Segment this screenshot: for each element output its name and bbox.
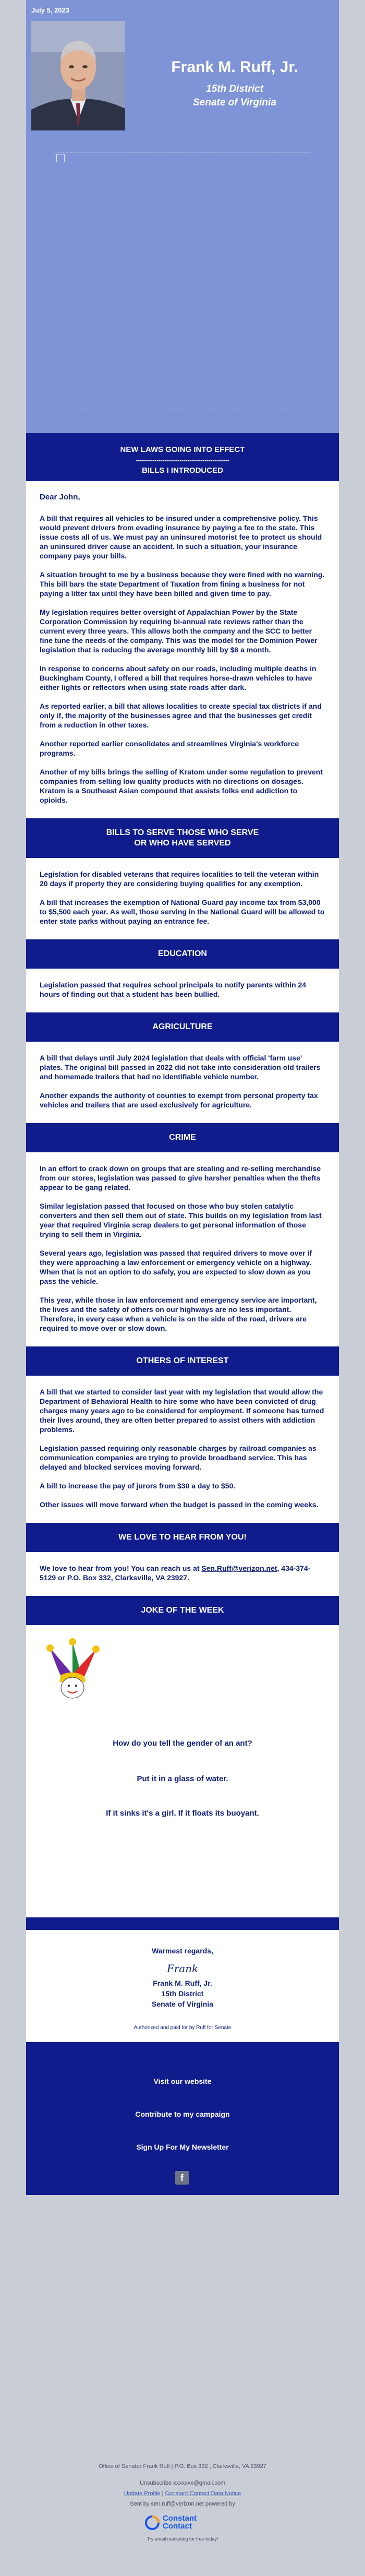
section-title: OTHERS OF INTEREST [136, 1356, 229, 1365]
section-title: CRIME [169, 1133, 196, 1142]
paragraph: My legislation requires better oversight of Appalachian Power by the State Corporation Commission by requiring bi-annual rate reviews rather than the current every three years. This allows both the company and the SCC to better fine tune the needs of the company. This was the model for the Dominion Power legislation that is reducing the average monthly bill by $8 a month. [40, 608, 318, 654]
joke-answer-2: If it sinks it's a girl. If it floats its buoyant. [106, 1809, 259, 1818]
section-title: JOKE OF THE WEEK [141, 1606, 224, 1615]
newsletter-signup-button[interactable]: Sign Up For My Newsletter [26, 2131, 339, 2164]
joke-section-header [26, 1596, 339, 1625]
paragraph: A bill that requires all vehicles to be insured under a comprehensive policy. This would prevent drivers from evading insurance by paying a fee to the state. This issue costs all of us. We must pay an uninsured motorist fee to protect us should an uninsured driver cause an accident. In such a situation, your insurance company pays your bills. [40, 514, 322, 560]
section-title: EDUCATION [158, 949, 207, 958]
banner-subtitle: BILLS I INTRODUCED [142, 466, 223, 475]
closing-top-bar [26, 1917, 339, 1930]
paragraph: Similar legislation passed that focused on those who buy stolen catalytic converters and then sell them out of state. This builds on my legislation from last year that required Virginia scrap dealers to get personal information of those trying to sell them in Virginia. [40, 1202, 322, 1238]
others-section-header [26, 1346, 339, 1376]
paragraph: A bill that delays until July 2024 legislation that deals with official 'farm use' plates. The original bill passed in 2022 did not take into consideration old trailers and homemade trailers that had no identifiable vehicle number. [40, 1054, 321, 1081]
footer-separator: | [162, 2490, 164, 2497]
cc-tagline: Try email marketing for free today! [147, 2536, 218, 2542]
closing-name: Frank M. Ruff, Jr. [153, 1979, 212, 1987]
senator-heading [136, 58, 334, 109]
joke-section [26, 1625, 339, 1917]
joke-answer-1: Put it in a glass of water. [137, 1774, 228, 1783]
veterans-section-header [26, 818, 339, 858]
closing-district: 15th District [161, 1989, 204, 1998]
sent-by-text: Sent by sen.ruff@verizon.net powered by [130, 2501, 235, 2507]
contact-text [40, 1564, 325, 1582]
links-section [26, 2055, 339, 2195]
paragraph: In an effort to crack down on groups that are stealing and re-selling merchandise from our stores, legislation was passed to give harsher penalties when the thefts appear to be gang related. [40, 1164, 321, 1191]
paragraph: A bill that increases the exemption of National Guard pay income tax from $3,000 to $5,500 each year. As well, those serving in the National Guard will be allowed to enter state parks without paying an entrance fee. [40, 898, 325, 925]
bills-introduced-section [26, 481, 339, 818]
paragraph: Legislation for disabled veterans that requires localities to tell the veteran within 20 days if property they are considering buying qualifies for any exemption. [40, 870, 319, 888]
cc-line-2: Contact [163, 2522, 192, 2531]
section-subtitle: OR WHO HAVE SERVED [134, 839, 231, 848]
signature: Frank [166, 1962, 199, 1975]
broken-image-icon [56, 154, 65, 162]
cc-line-1: Constant [163, 2514, 197, 2523]
banner-divider: --------------------------------------------- [136, 457, 229, 464]
senator-senate: Senate of Virginia [193, 97, 276, 108]
bills-introduced-banner [26, 433, 339, 481]
section-title: AGRICULTURE [152, 1022, 213, 1031]
senator-name: Frank M. Ruff, Jr. [171, 58, 298, 76]
paragraph: Other issues will move forward when the budget is passed in the coming weeks. [40, 1500, 319, 1509]
senator-photo [31, 21, 125, 130]
unsubscribe-text[interactable]: Unsubscribe xxxxxxx@gmail.com [140, 2480, 225, 2486]
closing-section [26, 1930, 339, 2042]
paragraph: Several years ago, legislation was passed that required drivers to move over if they were approaching a law enforcement or emergency vehicle on a highway. When that is not an option to do safely, you are expected to slow down as you pass the vehicle. [40, 1249, 312, 1285]
authorized-text: Authorized and paid for by Ruff for Senate [133, 2025, 232, 2031]
greeting: Dear John, [40, 493, 80, 502]
closing-senate: Senate of Virginia [152, 2000, 213, 2008]
paragraph: As reported earlier, a bill that allows localities to create special tax districts if and only if, the majority of the businesses agree and that the businesses get credit from a reduction in other taxes. [40, 702, 322, 729]
paragraph: This year, while those in law enforcement and emergency service are important, the lives and the safety of others on our highways are no less important. Therefore, in every case when a vehicle is on the side of the road, drivers are required to move over or slow down. [40, 1296, 317, 1332]
paragraph: A bill that we started to consider last year with my legislation that would allow the Department of Behavioral Health to hire some who have been convicted of drug charges many years ago to be considered for employment. If someone has turned their lives around, they are often better prepared to assist others with addiction problems. [40, 1388, 324, 1434]
facebook-icon[interactable]: f [175, 2171, 189, 2185]
social-row [26, 2164, 339, 2195]
others-section [26, 1376, 339, 1523]
paragraph: A situation brought to me by a business because they were fined with no warning. This bill bars the state Department of Taxation from fining a business for not paying a litter tax until they have been billed and given time to pay. [40, 570, 325, 598]
contribute-button[interactable]: Contribute to my campaign [26, 2098, 339, 2131]
senator-district: 15th District [206, 84, 263, 94]
office-address: Office of Senator Frank Ruff | P.O. Box 332 , Clarksville, VA 23927 [99, 2463, 266, 2470]
education-section [26, 969, 339, 1012]
header [26, 0, 339, 433]
paragraph: Another expands the authority of counties to exempt from personal property tax vehicles and trailers that are used exclusively for agriculture. [40, 1091, 318, 1109]
paragraph: In response to concerns about safety on our roads, including multiple deaths in Buckingham County, I offered a bill that requires horse-drawn vehicles to have either lights or reflectors when using state roads after dark. [40, 664, 317, 691]
contact-section-header [26, 1523, 339, 1552]
jester-hat-icon [40, 1638, 105, 1700]
cc-wordmark [163, 2514, 197, 2530]
section-title: BILLS TO SERVE THOSE WHO SERVE [106, 828, 259, 837]
banner-title: NEW LAWS GOING INTO EFFECT [120, 445, 245, 454]
agriculture-section-header [26, 1012, 339, 1042]
contact-text-before: We love to hear from you! You can reach us at [40, 1564, 202, 1572]
agriculture-section [26, 1042, 339, 1123]
paragraph: Another of my bills brings the selling of Kratom under some regulation to prevent companies from selling low quality products with no directions on dosages. Kratom is a Southeast Asian compound that assists folks end addiction to opioids. [40, 768, 323, 804]
contact-text-after: , 434-374-5129 or P.O. Box 332, Clarksville, VA 23927. [40, 1564, 311, 1582]
newsletter-date: July 5, 2023 [31, 6, 69, 14]
paragraph: Another reported earlier consolidates and streamlines Virginia's workforce programs. [40, 740, 299, 757]
update-profile-link[interactable]: Update Profile [124, 2490, 161, 2497]
veterans-section [26, 858, 339, 939]
paragraph: Legislation passed requiring only reasonable charges by railroad companies as communication companies are trying to provide broadband service. This has delayed and blocked services moving forward. [40, 1444, 317, 1471]
contact-section [26, 1552, 339, 1596]
newsletter [26, 0, 339, 2195]
footer-links [0, 2490, 365, 2497]
constant-contact-icon [145, 2515, 160, 2530]
crime-section [26, 1152, 339, 1346]
regards: Warmest regards, [152, 1947, 213, 1955]
constant-contact-logo[interactable] [141, 2512, 224, 2535]
closing-bottom-bar [26, 2042, 339, 2055]
broken-image-placeholder [55, 152, 310, 409]
crime-section-header [26, 1123, 339, 1152]
education-section-header [26, 939, 339, 969]
email-footer [0, 2452, 365, 2576]
joke-question: How do you tell the gender of an ant? [113, 1739, 252, 1748]
visit-website-button[interactable]: Visit our website [26, 2065, 339, 2098]
email-link[interactable]: Sen.Ruff@verizon.net [201, 1564, 277, 1572]
paragraph: Legislation passed that requires school principals to notify parents within 24 hours of finding out that a student has been bullied. [40, 981, 307, 998]
section-title: WE LOVE TO HEAR FROM YOU! [118, 1533, 247, 1542]
paragraph: A bill to increase the pay of jurors from $30 a day to $50. [40, 1482, 236, 1490]
data-notice-link[interactable]: Constant Contact Data Notice [165, 2490, 241, 2497]
